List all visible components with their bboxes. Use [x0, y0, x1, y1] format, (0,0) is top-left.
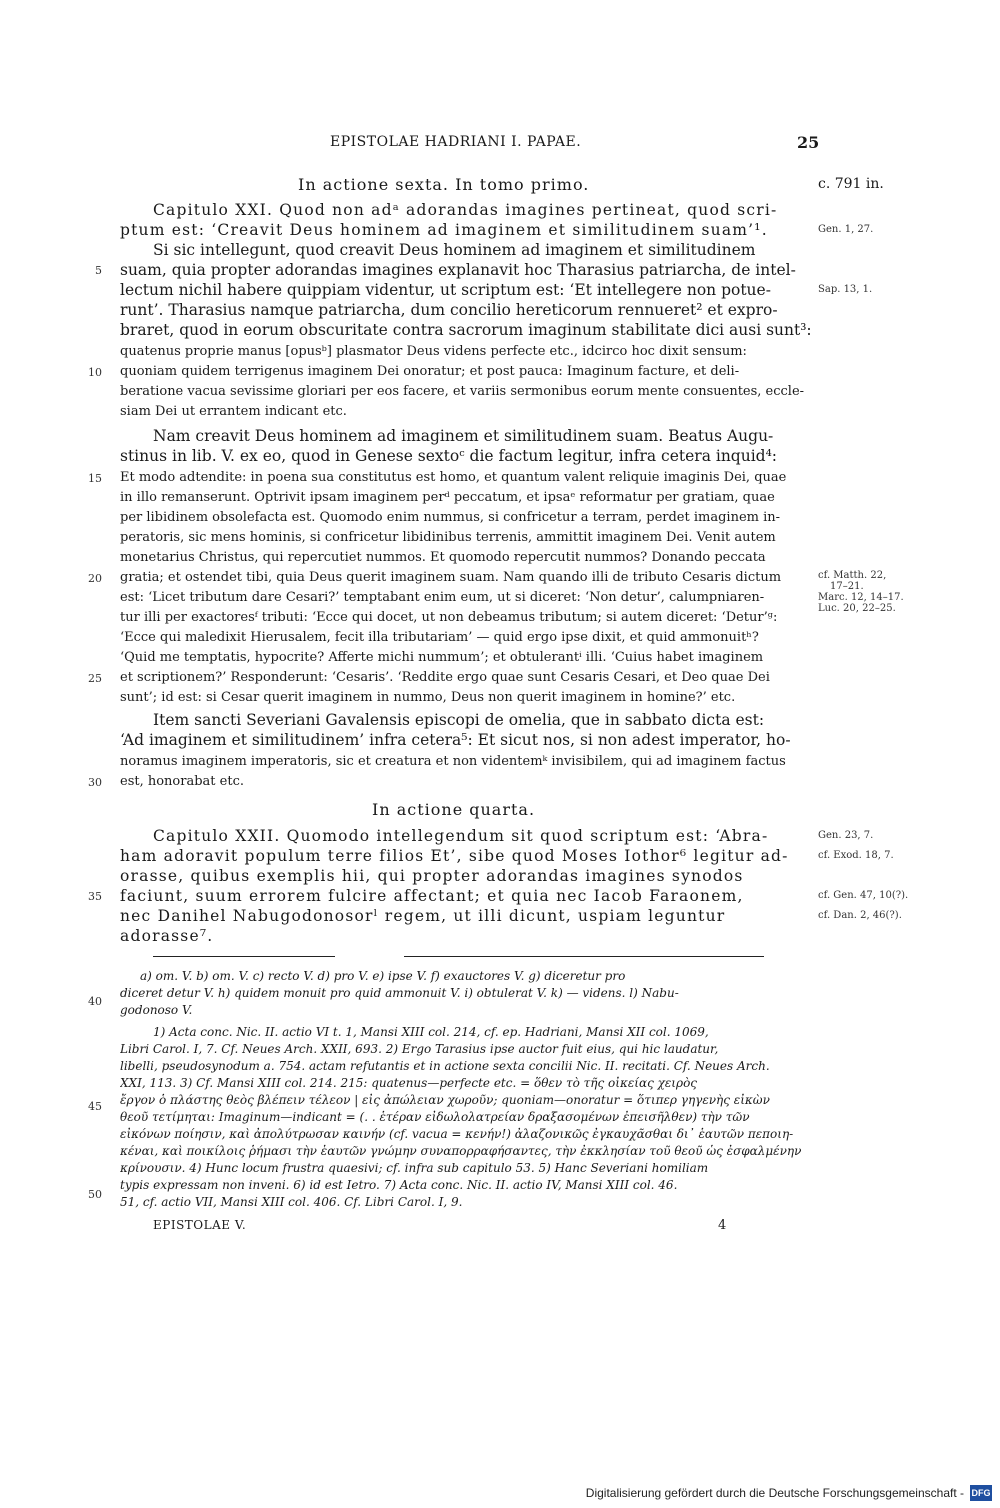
line-number: 40 — [88, 995, 102, 1008]
text-line: suam, quia propter adorandas imagines explanavit hoc Tharasius patriarcha, de intel- — [120, 261, 796, 279]
text-line-small: gratia; et ostendet tibi, quia Deus querit imaginem suam. Nam quando illi de tributo Cesaris dictum — [120, 570, 782, 585]
dfg-footer — [586, 1484, 992, 1502]
margin-reference: 17–21. — [830, 581, 864, 592]
page-number: 25 — [797, 133, 820, 152]
footnote-line: θεοῦ τετίμηται: Imaginum—indicant = (. . ἑτέραν εἰδωλολατρείαν δραξασομένων ἐπεισῆλθεν) τὴν τῶν — [120, 1110, 750, 1124]
text-line: Capitulo XXI. Quod non adᵃ adorandas imagines pertineat, quod scri- — [153, 201, 778, 219]
text-line-small: Et modo adtendite: in poena sua constitutus est homo, et quantum valent reliquie imaginis Dei, quae — [120, 470, 787, 485]
footnote-line: κρίνουσιν. 4) Hunc locum frustra quaesivi; cf. infra sub capitulo 53. 5) Hanc Severiani homiliam — [120, 1161, 709, 1175]
line-number: 10 — [88, 366, 102, 379]
text-line-small: beratione vacua sevissime gloriari per eos facere, et variis sermonibus eorum mente consuentes, eccle- — [120, 384, 805, 399]
text-line: ham adoravit populum terre filios Et’, sibe quod Moses Iothor⁶ legitur ad- — [120, 847, 789, 865]
footnote-line: 1) Acta conc. Nic. II. actio VI t. 1, Mansi XIII col. 214, cf. ep. Hadriani, Mansi XII col. 1069, — [153, 1025, 709, 1039]
line-number: 15 — [88, 472, 102, 485]
line-number: 35 — [88, 890, 102, 903]
text-line: Capitulo XXII. Quomodo intellegendum sit quod scriptum est: ‘Abra- — [153, 827, 769, 845]
text-line: adorasse⁷. — [120, 927, 214, 945]
line-number: 50 — [88, 1188, 102, 1201]
margin-reference: cf. Exod. 18, 7. — [818, 850, 894, 861]
line-number: 30 — [88, 776, 102, 789]
text-line-small: ‘Quid me temptatis, hypocrite? Afferte michi nummum’; et obtulerantⁱ illi. ‘Cuius habet imaginem — [120, 650, 764, 665]
margin-reference: Marc. 12, 14–17. — [818, 592, 904, 603]
footnote-line: typis expressam non inveni. 6) id est Ietro. 7) Acta conc. Nic. II. actio IV, Mansi XIII col. 46. — [120, 1178, 678, 1192]
margin-reference: Luc. 20, 22–25. — [818, 603, 896, 614]
text-line: Si sic intellegunt, quod creavit Deus hominem ad imaginem et similitudinem — [153, 241, 756, 259]
text-line-small: tur illi per exactoresᶠ tributi: ‘Ecce qui docet, ut non debeamus tributum; si autem diceret: ‘Detur’ᵍ: — [120, 610, 778, 625]
text-line: runt’. Tharasius namque patriarcha, dum concilio hereticorum rennueret² et expro- — [120, 301, 778, 319]
text-line-small: noramus imaginem imperatoris, sic et creatura et non videntemᵏ invisibilem, qui ad imaginem factus — [120, 754, 786, 769]
line-number: 25 — [88, 672, 102, 685]
text-line-small: per libidinem obsolefacta est. Quomodo enim nummus, si confricetur a terram, perdet imaginem in- — [120, 510, 781, 525]
apparatus-line: a) om. V. b) om. V. c) recto V. d) pro V. e) ipse V. f) exauctores V. g) diceretur pro — [140, 969, 626, 983]
running-title: EPISTOLAE HADRIANI I. PAPAE. — [330, 134, 582, 150]
text-line: nec Danihel Nabugodonosorˡ regem, ut illi dicunt, uspiam leguntur — [120, 907, 726, 925]
text-line-small: ‘Ecce qui maledixit Hierusalem, fecit illa tributariam’ — quid ergo ipse dixit, et quid ammonuitʰ? — [120, 630, 759, 645]
text-line: ptum est: ‘Creavit Deus hominem ad imaginem et similitudinem suam’¹. — [120, 221, 768, 239]
text-line: stinus in lib. V. ex eo, quod in Genese sextoᶜ die factum legitur, infra cetera inquid⁴: — [120, 447, 778, 465]
section-heading-actione-sexta: In actione sexta. In tomo primo. — [298, 175, 590, 194]
text-line-small: quatenus proprie manus [opusᵇ] plasmator Deus videns perfecte etc., idcirco hoc dixit sensum: — [120, 344, 747, 359]
line-number: 20 — [88, 572, 102, 585]
text-line-small: sunt’; id est: si Cesar querit imaginem in nummo, Deus non querit imaginem in homine?’ etc. — [120, 690, 736, 705]
signature-label: EPISTOLAE V. — [153, 1218, 247, 1232]
text-line: braret, quod in eorum obscuritate contra sacrorum imaginum stabilitate dici ausi sunt³: — [120, 321, 812, 339]
text-line-small: et scriptionem?’ Responderunt: ‘Cesaris’. ‘Reddite ergo quae sunt Cesaris Cesari, et Deo quae Dei — [120, 670, 770, 685]
margin-reference: Gen. 23, 7. — [818, 830, 874, 841]
text-line: Item sancti Severiani Gavalensis episcopi de omelia, que in sabbato dicta est: — [153, 711, 765, 729]
line-number: 45 — [88, 1100, 102, 1113]
margin-reference: cf. Gen. 47, 10(?). — [818, 890, 909, 901]
apparatus-line: godonoso V. — [120, 1003, 193, 1017]
margin-reference: cf. Matth. 22, — [818, 570, 887, 581]
text-line: faciunt, suum errorem fulcire affectant; et quia nec Iacob Faraonem, — [120, 887, 744, 905]
text-line-small: quoniam quidem terrigenus imaginem Dei onoratur; et post pauca: Imaginum facture, et deli- — [120, 364, 740, 379]
footnote-line: 51, cf. actio VII, Mansi XIII col. 406. Cf. Libri Carol. I, 9. — [120, 1195, 463, 1209]
section-heading-actione-quarta: In actione quarta. — [372, 800, 536, 819]
footnote-rule-left — [153, 956, 335, 957]
dfg-logo-icon: DFG — [970, 1485, 992, 1501]
text-line: ‘Ad imaginem et similitudinem’ infra cetera⁵: Et sicut nos, si non adest imperator, ho- — [120, 731, 791, 749]
text-line-small: peratoris, sic mens hominis, si confricetur libidinibus terrenis, ammittit imaginem Dei. Venit autem — [120, 530, 776, 545]
text-line: Nam creavit Deus hominem ad imaginem et similitudinem suam. Beatus Augu- — [153, 427, 774, 445]
text-line-small: monetarius Christus, qui repercutiet nummos. Et quomodo repercutit nummos? Donando peccata — [120, 550, 766, 565]
footnote-line: XXI, 113. 3) Cf. Mansi XIII col. 214. 215: quatenus—perfecte etc. = ὅθεν τὸ τῆς οἰκείας χειρὸς — [120, 1076, 698, 1090]
date-note: c. 791 in. — [818, 176, 884, 192]
dfg-footer-text: Digitalisierung gefördert durch die Deutsche Forschungsgemeinschaft - — [585, 1486, 964, 1500]
sheet-number: 4 — [718, 1218, 727, 1233]
line-number: 5 — [95, 264, 102, 277]
footnote-line: κέναι, καὶ ποικίλοις ῥήμασι τὴν ἑαυτῶν γνώμην συναπορραφήσαντες, τὴν ἐκκλησίαν τοῦ θεοῦ ὡς ἐσφαλμένην — [120, 1144, 802, 1158]
apparatus-line: diceret detur V. h) quidem monuit pro quid ammonuit V. i) obtulerat V. k) — videns. l) Nabu- — [120, 986, 679, 1000]
text-line-small: est: ‘Licet tributum dare Cesari?’ temptabant enim eum, ut si diceret: ‘Non detur’, calumpniaren- — [120, 590, 765, 605]
text-line: lectum nichil habere quippiam videntur, ut scriptum est: ‘Et intellegere non potue- — [120, 281, 771, 299]
text-line-small: in illo remanserunt. Optrivit ipsam imaginem perᵈ peccatum, et ipsaᵉ reformatur per gratiam, quae — [120, 490, 775, 505]
margin-reference: Sap. 13, 1. — [818, 284, 873, 295]
footnote-line: εἰκόνων ποίησιν, καὶ ἀπολύτρωσαν καινήν (cf. vacua = κενήν!) ἀλαζονικῶς ἐγκαυχᾶσθαι δι᾽ ἑαυτῶν πεποιη- — [120, 1127, 794, 1141]
margin-reference: cf. Dan. 2, 46(?). — [818, 910, 902, 921]
text-line-small: siam Dei ut errantem indicant etc. — [120, 404, 347, 419]
text-line-small: est, honorabat etc. — [120, 774, 244, 789]
footnote-line: Libri Carol. I, 7. Cf. Neues Arch. XXII, 693. 2) Ergo Tarasius ipse auctor fuit eius, qui hic laudatur, — [120, 1042, 719, 1056]
footnote-line: libelli, pseudosynodum a. 754. actam refutantis et in actione sexta concilii Nic. II. recitati. Cf. Neues Arch. — [120, 1059, 770, 1073]
margin-reference: Gen. 1, 27. — [818, 224, 874, 235]
footnote-line: ἔργον ὁ πλάστης θεὸς βλέπειν τέλεον | εἰς ἀπώλειαν χωροῦν; quoniam—onoratur = ὅτιπερ γηγενὴς εἰκὼν — [120, 1093, 770, 1107]
footnote-rule-right — [404, 956, 764, 957]
text-line: orasse, quibus exemplis hii, qui propter adorandas imagines synodos — [120, 867, 744, 885]
